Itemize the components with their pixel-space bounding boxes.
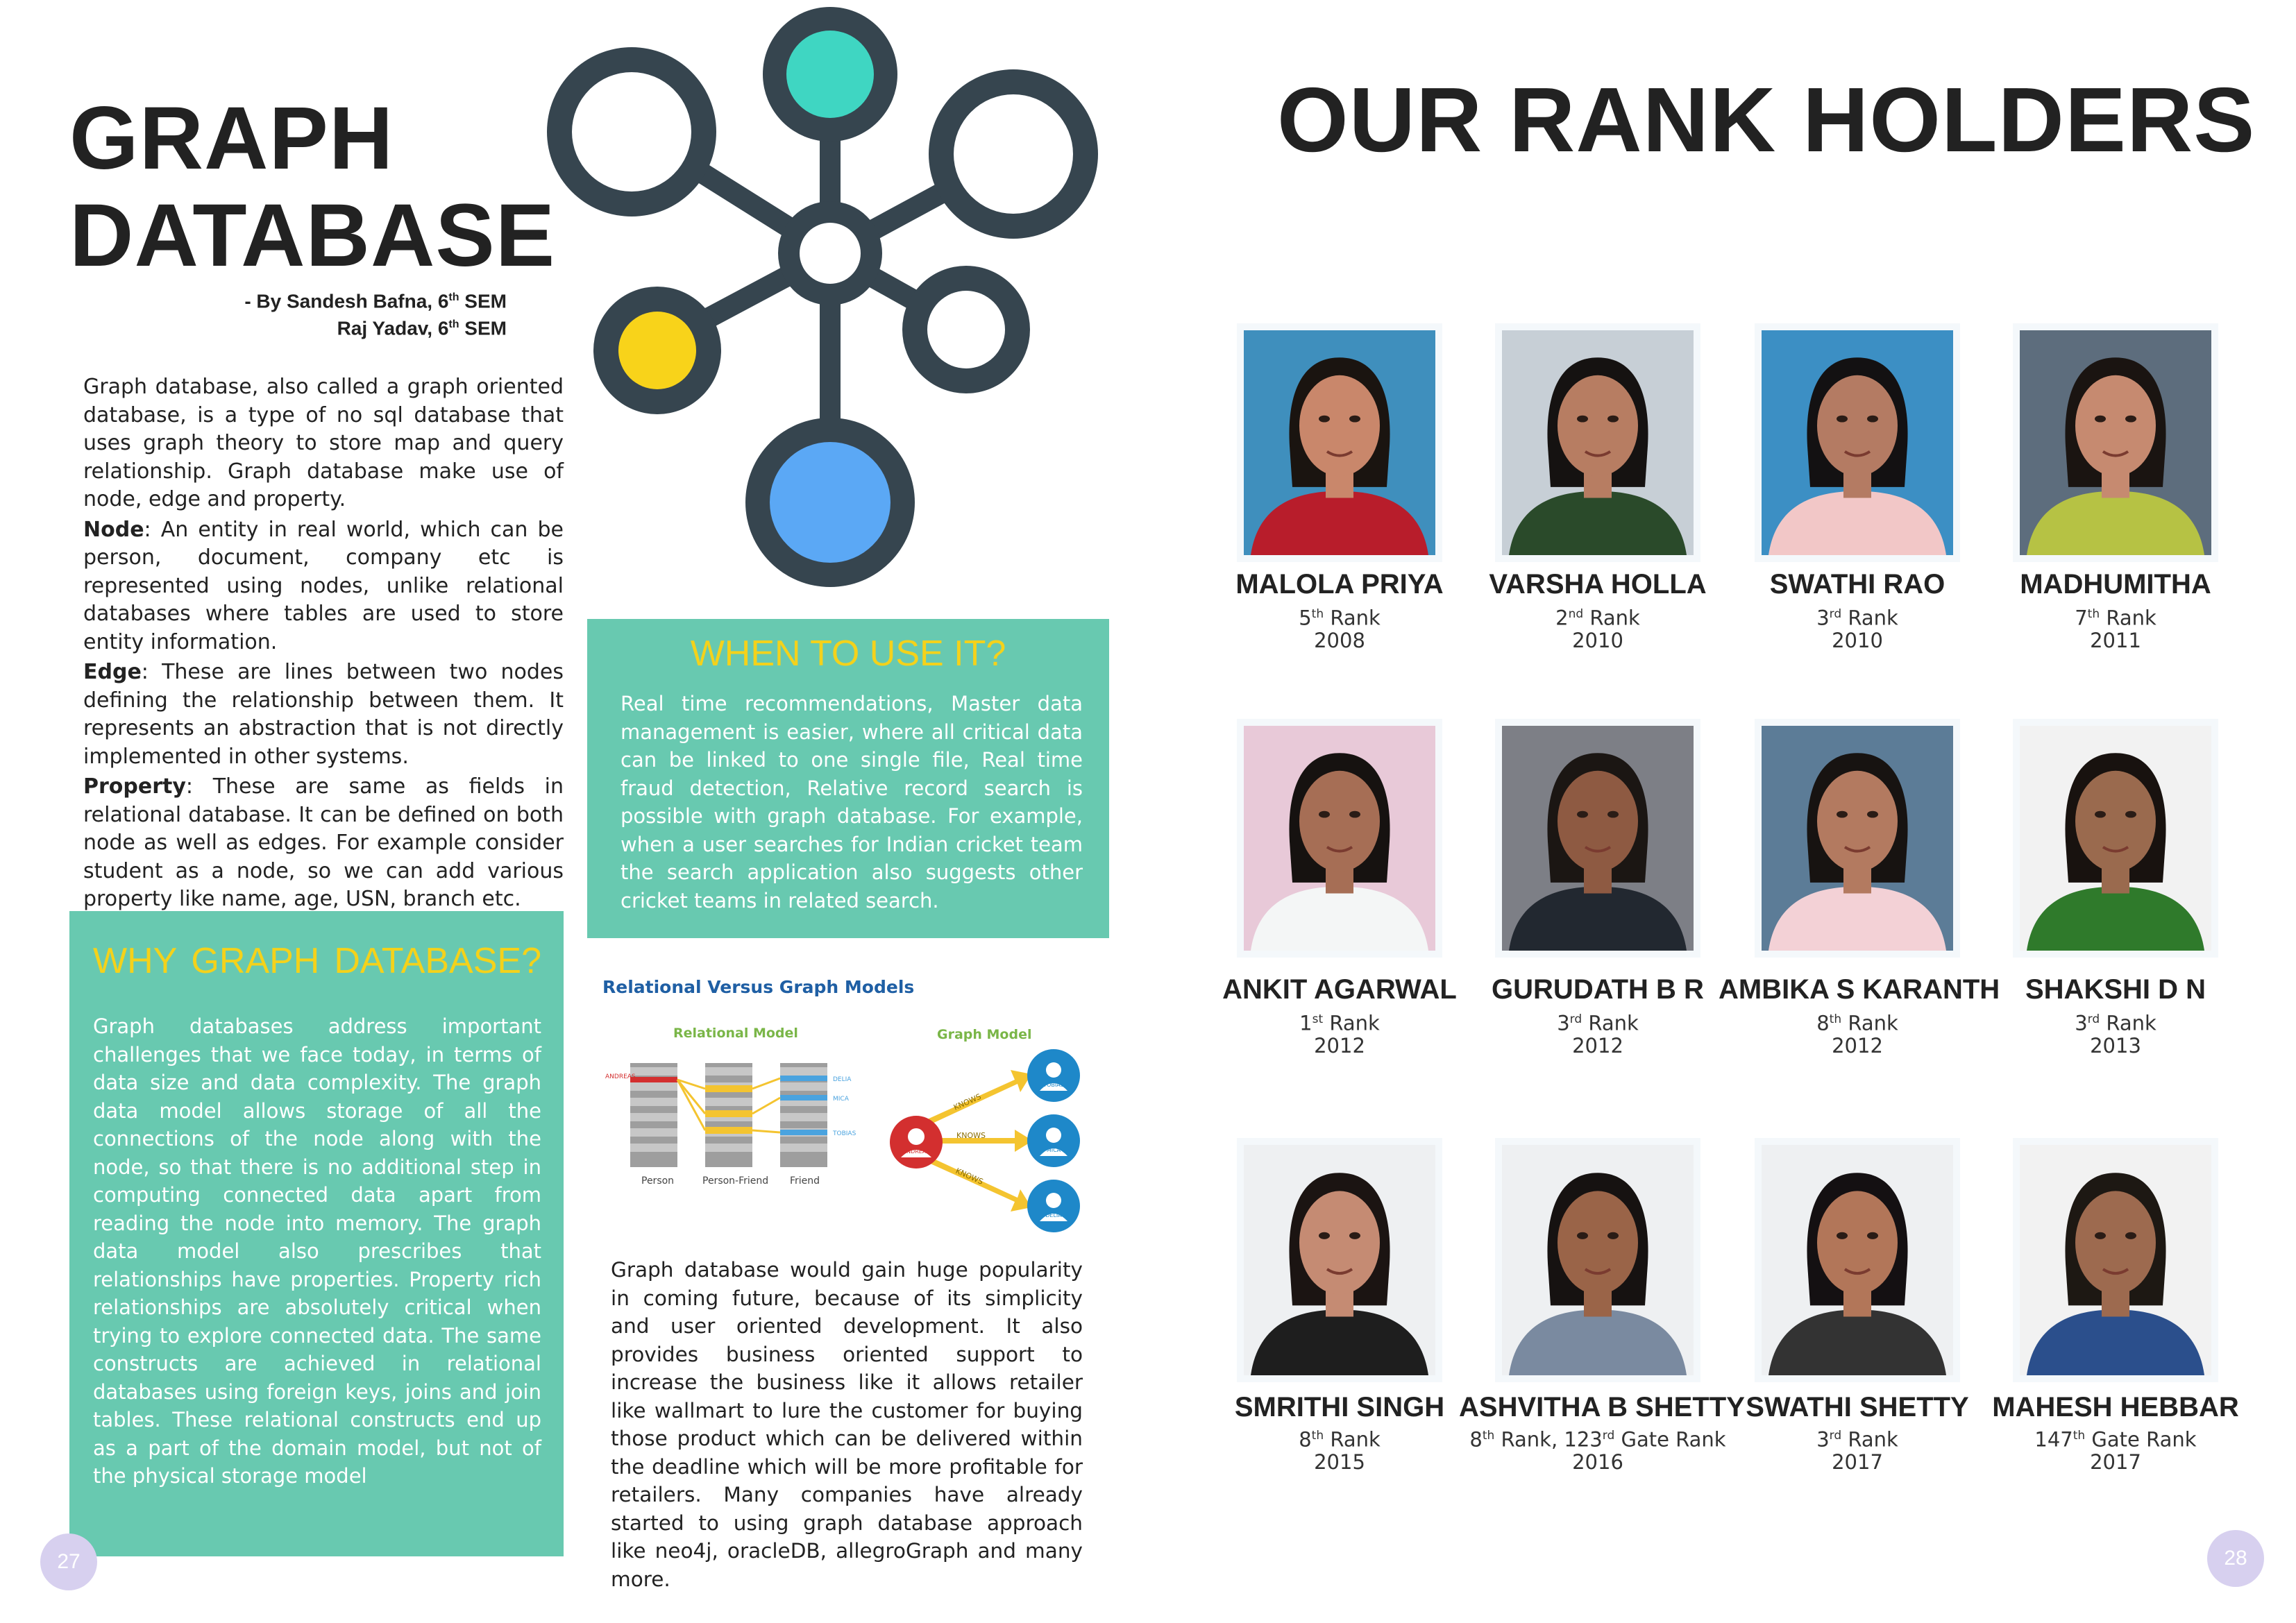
rank-holder-year: 2017 xyxy=(2090,1450,2141,1474)
svg-text:ANDREAS: ANDREAS xyxy=(902,1148,930,1155)
title-line-1: GRAPH xyxy=(69,89,394,188)
rank-holder-rank: 3rd Rank xyxy=(1816,1427,1898,1452)
svg-text:TOBIAS: TOBIAS xyxy=(1043,1082,1064,1088)
rank-holder-photo xyxy=(1755,719,1960,958)
node-mica xyxy=(1027,1114,1080,1167)
svg-text:Person-Friend: Person-Friend xyxy=(702,1175,769,1187)
graph-label: Graph Model xyxy=(937,1027,1032,1042)
rank-holder-year: 2017 xyxy=(1832,1450,1883,1474)
rank-holder-name: ASHVITHA B SHETTY xyxy=(1459,1392,1745,1422)
svg-text:KNOWS: KNOWS xyxy=(956,1131,986,1140)
rank-holder-rank: 8th Rank xyxy=(1816,1011,1898,1035)
svg-text:DELIA: DELIA xyxy=(1045,1212,1062,1218)
rank-holder-photo xyxy=(2013,323,2218,562)
rank-holder-year: 2012 xyxy=(1832,1034,1883,1057)
node-delia xyxy=(1027,1180,1080,1232)
rank-holder-photo xyxy=(1495,719,1700,958)
rank-holder-rank: 2nd Rank xyxy=(1555,606,1640,630)
intro-paragraph: Graph database, also called a graph oriented database, is a type of no sql database that uses graph theory to store map and query relationship. Graph database make use of node, edge and property. xyxy=(83,375,564,511)
rank-holder-name: VARSHA HOLLA xyxy=(1489,569,1707,600)
rank-holder-name: SMRITHI SINGH xyxy=(1234,1392,1445,1422)
node-tobias xyxy=(1027,1049,1080,1102)
rank-holder-name: MAHESH HEBBAR xyxy=(1992,1392,2239,1422)
edge-definition: Edge: These are lines between two nodes defining the relationship between them. It represents an abstraction that is not directly implemented in other systems. xyxy=(83,660,564,769)
rank-holder-name: MADHUMITHA xyxy=(2020,569,2211,600)
rank-holder-photo xyxy=(1237,323,1442,562)
rank-holder-photo xyxy=(1755,1138,1960,1382)
svg-text:KNOWS: KNOWS xyxy=(954,1166,985,1187)
rank-holder-name: GURUDATH B R xyxy=(1492,974,1704,1005)
rank-holder-photo xyxy=(1755,323,1960,562)
rank-holder-rank: 3rd Rank xyxy=(1557,1011,1639,1035)
rank-holder-photo xyxy=(1237,719,1442,958)
rank-holders-title: OUR RANK HOLDERS xyxy=(1277,69,2256,171)
svg-text:ANDREAS: ANDREAS xyxy=(605,1073,636,1080)
property-definition: Property: These are same as fields in relational database. It can be defined on both node as well as edges. For example consider student as a node, so we can add various property like name, age, USN, branch etc. xyxy=(83,774,564,911)
svg-text:MICA: MICA xyxy=(1046,1147,1061,1153)
svg-text:Person: Person xyxy=(641,1175,675,1187)
rank-holder-year: 2012 xyxy=(1314,1034,1365,1057)
rank-holder-rank: 3rd Rank xyxy=(2075,1011,2156,1035)
rank-holder-name: SWATHI RAO xyxy=(1769,569,1945,600)
rank-holder-year: 2013 xyxy=(2090,1034,2141,1057)
intro-text-block xyxy=(83,373,564,914)
figure-title: Relational Versus Graph Models xyxy=(602,977,915,997)
rank-holder-name: SHAKSHI D N xyxy=(2025,974,2206,1005)
node-definition: Node: An entity in real world, which can be person, document, company etc is represented using nodes, unlike relational databases where tables are used to store entity information. xyxy=(83,517,564,654)
rank-holder-rank: 1st Rank xyxy=(1299,1011,1380,1035)
rank-holder-photo xyxy=(1495,323,1700,562)
rank-holder-photo xyxy=(1237,1138,1442,1382)
node-andreas xyxy=(890,1116,943,1169)
relational-label: Relational Model xyxy=(673,1026,798,1041)
svg-text:Friend: Friend xyxy=(790,1175,820,1187)
rank-holder-year: 2010 xyxy=(1572,629,1623,652)
when-text: Real time recommendations, Master data management is easier, where all critical data can be linked to one single file, Real time fraud detection, Relative record search is possible with graph database. For example, when a user searches for Indian cricket team the search application also suggests other cricket teams in related search. xyxy=(621,692,1083,912)
graph-network-illustration xyxy=(514,0,1138,597)
why-graph-database-box xyxy=(69,911,564,1556)
rank-holder-photo xyxy=(2013,1138,2218,1382)
byline: - By Sandesh Bafna, 6th SEM Raj Yadav, 6th SEM xyxy=(244,290,507,339)
rank-holder-name: SWATHI SHETTY xyxy=(1746,1392,1969,1422)
rank-holder-photo xyxy=(2013,719,2218,958)
why-text: Graph databases address important challenges that we face today, in terms of data size and data complexity. The graph data model allows storage of all the connections of the node along with the node, so that there is no additional step in computing connected data apart from reading the node into memory. The graph data model also prescribes that relationships have properties. Property rich relationships are absolutely critical when trying to explore connected data. The same constructs are achieved in relational databases using foreign keys, joins and join tables. These relational constructs end up as a part of the domain model, but not of the physical storage model xyxy=(93,1014,541,1488)
friend-table xyxy=(780,1063,827,1167)
relational-vs-graph-figure xyxy=(601,971,1101,1235)
when-to-use-box xyxy=(587,619,1109,938)
rank-holder-year: 2016 xyxy=(1572,1450,1623,1474)
rank-holder-year: 2011 xyxy=(2090,629,2141,652)
relational-graph-diagram xyxy=(601,971,1101,1235)
rank-holder-name: MALOLA PRIYA xyxy=(1235,569,1444,600)
rank-holder-rank: 5th Rank xyxy=(1299,606,1381,630)
rank-holder-name: AMBIKA S KARANTH xyxy=(1719,974,2000,1005)
rank-holder-name: ANKIT AGARWAL xyxy=(1222,974,1457,1005)
rank-holder-year: 2015 xyxy=(1314,1450,1365,1474)
svg-text:DELIA: DELIA xyxy=(833,1076,852,1083)
page-number-right: 28 xyxy=(2207,1530,2264,1587)
svg-text:TOBIAS: TOBIAS xyxy=(833,1130,856,1137)
person-table xyxy=(630,1063,677,1167)
rank-holder-rank: 7th Rank xyxy=(2075,606,2156,630)
person-friend-table xyxy=(705,1063,752,1167)
rank-holder-rank: 8th Rank xyxy=(1299,1427,1381,1452)
rank-holder-year: 2012 xyxy=(1572,1034,1623,1057)
conclusion-paragraph: Graph database would gain huge popularity in coming future, because of its simplicity and user oriented development. It also provides business oriented support to increase the business like it allows retailer like wallmart to lure the customer for buying those product which can be delivered within the deadline which will be more profitable for retailers. Many companies have already started to using graph database approach like neo4j, oracleDB, allegroGraph and many more. xyxy=(611,1258,1083,1591)
svg-text:KNOWS: KNOWS xyxy=(952,1091,983,1112)
rank-holder-photo xyxy=(1495,1138,1700,1382)
why-title: WHY GRAPH DATABASE? xyxy=(93,941,541,981)
svg-text:MICA: MICA xyxy=(833,1096,849,1103)
page-number-left: 27 xyxy=(40,1533,97,1590)
rank-holder-rank: 147th Gate Rank xyxy=(2034,1427,2197,1452)
article-title xyxy=(69,90,555,284)
rank-holder-year: 2010 xyxy=(1832,629,1883,652)
rank-holder-year: 2008 xyxy=(1314,629,1365,652)
rank-holder-rank: 3rd Rank xyxy=(1816,606,1898,630)
when-title: WHEN TO USE IT? xyxy=(690,634,1006,674)
rank-holder-rank: 8th Rank, 123rd Gate Rank xyxy=(1469,1427,1726,1452)
title-line-2: DATABASE xyxy=(69,186,556,285)
